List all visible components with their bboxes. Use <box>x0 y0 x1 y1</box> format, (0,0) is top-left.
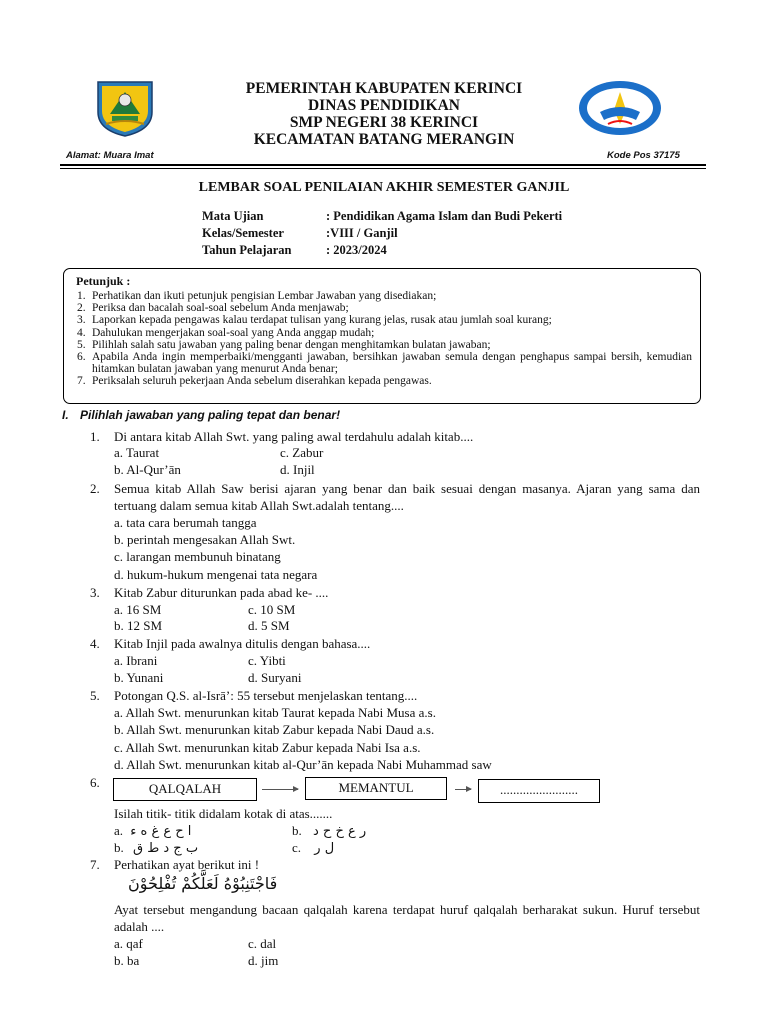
option-d[interactable] <box>114 839 198 857</box>
flow-arrow <box>455 789 471 790</box>
flow-box-qalqalah: QALQALAH <box>113 778 257 801</box>
option-arabic: ب ج د ط ق <box>133 841 199 856</box>
instructions-box <box>63 268 701 404</box>
flow-box-answer[interactable]: ........................ <box>478 779 600 803</box>
option-c[interactable]: c. Zabur <box>280 445 324 460</box>
option-d[interactable]: d. Injil <box>280 462 315 477</box>
instruction-item: 4. Dahulukan mengerjakan soal-soal yang Anda anggap mudah; <box>77 326 375 339</box>
option-b[interactable]: b. ba <box>114 953 140 968</box>
flow-arrow <box>262 789 298 790</box>
question-text: Potongan Q.S. al-Isrā’: 55 tersebut menjelaskan tentang.... <box>114 688 418 703</box>
instruction-item: 5. Pilihlah salah satu jawaban yang paling benar dengan menghitamkan bulatan jawaban; <box>77 338 491 351</box>
option-arabic: ر ع خ ح د <box>313 824 367 839</box>
question-number: 3. <box>90 585 100 600</box>
option-a[interactable]: a. 16 SM <box>114 602 162 617</box>
question-number: 6. <box>90 775 100 790</box>
instruction-item: 7. Periksalah seluruh pekerjaan Anda sebelum diserahkan kepada pengawas. <box>77 375 432 388</box>
question-number: 2. <box>90 481 100 496</box>
meta-row-class <box>202 226 682 243</box>
instruction-item: 3. Laporkan kepada pengawas kalau terdapat tulisan yang kurang jelas, rusak atau jumlah soal kurang; <box>77 314 552 327</box>
option-a[interactable] <box>114 822 191 840</box>
question-text: Perhatikan ayat berikut ini ! <box>114 857 260 872</box>
tut-wuri-handayani-icon <box>578 80 662 136</box>
option-c[interactable]: c. dal <box>248 936 277 951</box>
option-a[interactable]: a. tata cara berumah tangga <box>114 515 257 530</box>
option-b[interactable]: b. perintah mengesakan Allah Swt. <box>114 532 296 547</box>
option-d[interactable]: d. jim <box>248 953 279 968</box>
option-d[interactable]: d. 5 SM <box>248 618 290 633</box>
question-number: 1. <box>90 429 100 444</box>
meta-value: : Pendidikan Agama Islam dan Budi Pekerti <box>326 209 563 223</box>
question-text: Kitab Injil pada awalnya ditulis dengan bahasa.... <box>114 636 371 651</box>
meta-label: Tahun Pelajaran <box>202 243 292 257</box>
meta-label: Mata Ujian <box>202 209 264 223</box>
instructions-list <box>64 290 692 388</box>
address-text: Alamat: Muara Imat <box>66 150 154 161</box>
meta-row-subject <box>202 209 682 226</box>
section-title: Pilihlah jawaban yang paling tepat dan benar! <box>80 408 341 422</box>
question-number: 4. <box>90 636 100 651</box>
option-b[interactable]: b. 12 SM <box>114 618 163 633</box>
option-letter: b. <box>292 823 302 838</box>
instructions-heading: Petunjuk : <box>76 274 131 288</box>
option-c[interactable]: c. larangan membunuh binatang <box>114 549 281 564</box>
question-text-2: Ayat tersebut mengandung bacaan qalqalah karena terdapat huruf qalqalah berharakat sukun. Huruf tersebut adalah .... <box>114 902 700 934</box>
header-line-3: SMP NEGERI 38 KERINCI <box>289 114 479 131</box>
option-c[interactable]: c. 10 SM <box>248 602 296 617</box>
header-rule-thick <box>60 164 706 166</box>
option-b[interactable]: b. Allah Swt. menurunkan kitab Zabur kepada Nabi Daud a.s. <box>114 722 435 737</box>
meta-row-year <box>202 243 682 260</box>
instruction-item: 1. Perhatikan dan ikuti petunjuk pengisian Lembar Jawaban yang disediakan; <box>77 290 437 302</box>
option-c[interactable]: c. Yibti <box>248 653 286 668</box>
instruction-item: 2. Periksa dan bacalah soal-soal sebelum Anda menjawab; <box>77 302 349 315</box>
right-logo <box>578 80 662 136</box>
meta-table <box>202 209 682 263</box>
meta-value: :VIII / Ganjil <box>326 226 398 240</box>
section-number: I. <box>62 408 69 422</box>
option-d[interactable]: d. Suryani <box>248 670 302 685</box>
option-arabic: ا ح ع غ ه ء <box>130 824 192 839</box>
question-text: Isilah titik- titik didalam kotak di atas....... <box>114 806 333 821</box>
question-text: Semua kitab Allah Saw berisi ajaran yang benar dan baik sesuai dengan masanya. Ajaran yang sama dan tertuang dalam semua kitab Allah Swt.adalah tentang.... <box>114 481 700 513</box>
option-a[interactable]: a. Ibrani <box>114 653 158 668</box>
question-text: Kitab Zabur diturunkan pada abad ke- .... <box>114 585 329 600</box>
header-line-2: DINAS PENDIDIKAN <box>307 97 460 114</box>
option-a[interactable]: a. Taurat <box>114 445 160 460</box>
instruction-item: 6. Apabila Anda ingin memperbaiki/mengganti jawaban, bersihkan jawaban semula dengan penghapus sampai bersih, kemudian hitamkan bulatan jawaban yang menurut Anda benar; <box>77 351 692 376</box>
meta-value: : 2023/2024 <box>326 243 387 257</box>
section-heading <box>62 408 340 422</box>
option-a[interactable]: a. qaf <box>114 936 143 951</box>
flow-box-memantul: MEMANTUL <box>305 777 447 800</box>
header-rule-thin <box>60 168 706 169</box>
question-number: 5. <box>90 688 100 703</box>
question-number: 7. <box>90 857 100 872</box>
meta-label: Kelas/Semester <box>202 226 284 240</box>
option-b[interactable]: b. Yunani <box>114 670 164 685</box>
option-d[interactable]: d. Allah Swt. menurunkan kitab al-Qur’ān kepada Nabi Muhammad saw <box>114 757 492 772</box>
header-line-1: PEMERINTAH KABUPATEN KERINCI <box>245 80 523 97</box>
option-c[interactable]: c. Allah Swt. menurunkan kitab Zabur kepada Nabi Isa a.s. <box>114 740 421 755</box>
option-letter: a. <box>114 823 124 838</box>
option-letter: b. <box>114 840 124 855</box>
ayat-text: فَاجْتَنِبُوْهُ لَعَلَّكُمْ تُفْلِحُوْنَ <box>128 874 278 893</box>
option-b[interactable] <box>292 822 366 840</box>
option-d[interactable]: d. hukum-hukum mengenai tata negara <box>114 567 318 582</box>
header-line-4: KECAMATAN BATANG MERANGIN <box>253 131 515 148</box>
option-arabic: ل ر <box>314 841 335 856</box>
option-letter: c. <box>292 840 302 855</box>
option-a[interactable]: a. Allah Swt. menurunkan kitab Taurat kepada Nabi Musa a.s. <box>114 705 436 720</box>
question-text: Di antara kitab Allah Swt. yang paling awal terdahulu adalah kitab.... <box>114 429 474 444</box>
page-title: LEMBAR SOAL PENILAIAN AKHIR SEMESTER GANJIL <box>198 180 570 195</box>
option-b[interactable]: b. Al-Qur’ān <box>114 462 181 477</box>
option-c[interactable] <box>292 839 334 857</box>
postal-code-text: Kode Pos 37175 <box>607 150 680 161</box>
